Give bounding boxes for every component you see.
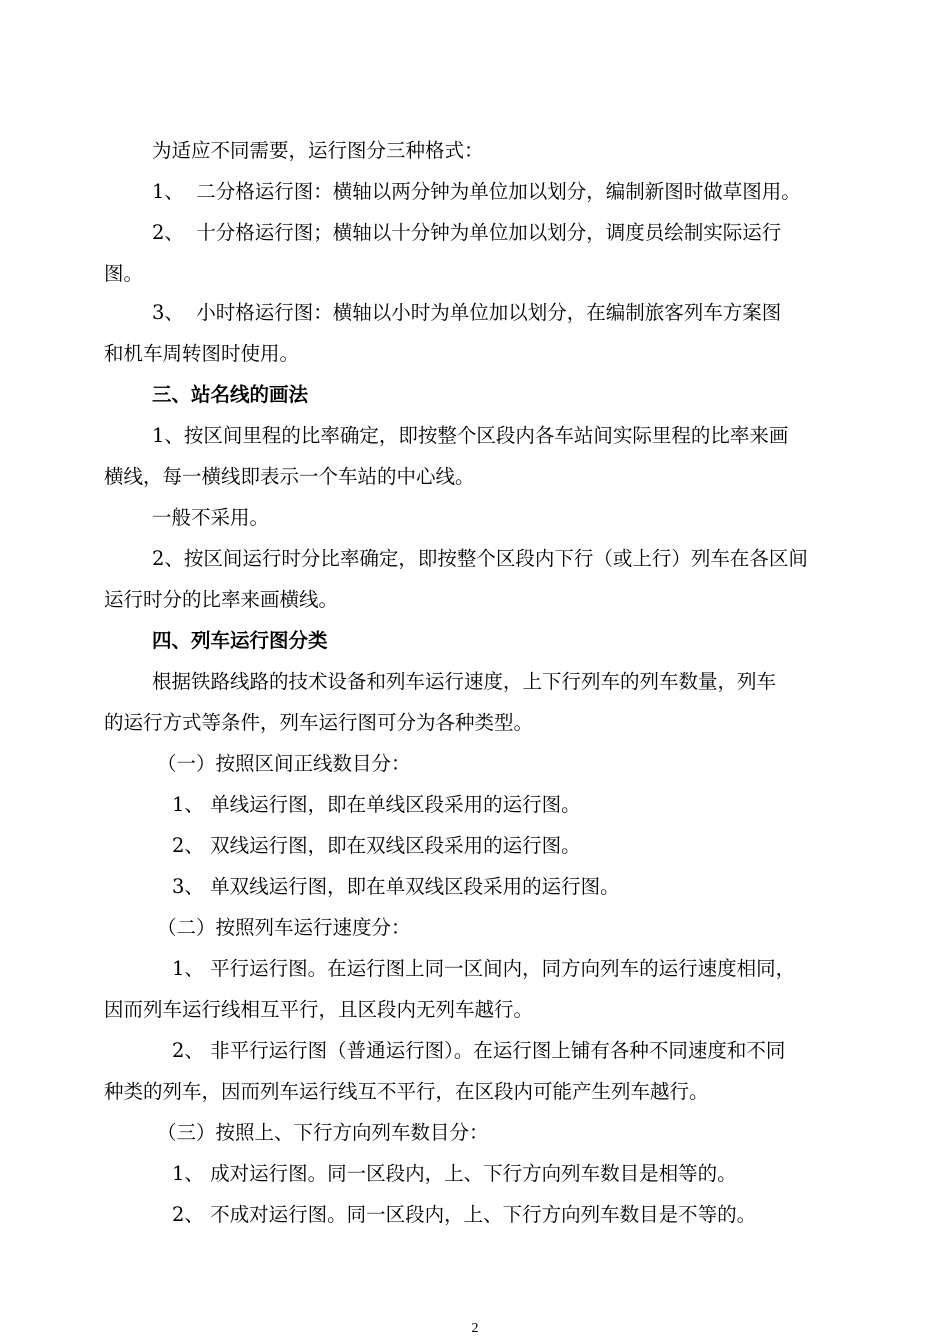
page-number: 2 (471, 1321, 479, 1336)
paragraph-line: 因而列车运行线相互平行，且区段内无列车越行。 (104, 998, 534, 1021)
list-item-line: 1、 平行运行图。在运行图上同一区间内，同方向列车的运行速度相同， (172, 957, 796, 980)
paragraph-line: 横线，每一横线即表示一个车站的中心线。 (104, 465, 475, 488)
subsection-heading: （二）按照列车运行速度分： (157, 916, 411, 939)
list-item-line: 2、 不成对运行图。同一区段内，上、下行方向列车数目是不等的。 (172, 1203, 757, 1226)
paragraph-line: 的运行方式等条件，列车运行图可分为各种类型。 (104, 711, 534, 734)
paragraph-line: 1、按区间里程的比率确定，即按整个区段内各车站间实际里程的比率来画 (152, 424, 789, 447)
paragraph-line: 2、按区间运行时分比率确定，即按整个区段内下行（或上行）列车在各区间 (152, 547, 808, 570)
list-item-line: 2、 非平行运行图（普通运行图）。在运行图上铺有各种不同速度和不同 (172, 1039, 786, 1062)
list-item-line: 2、 双线运行图，即在双线区段采用的运行图。 (172, 834, 581, 857)
paragraph-line: 为适应不同需要，运行图分三种格式： (152, 139, 484, 162)
paragraph-line: 根据铁路线路的技术设备和列车运行速度，上下行列车的列车数量，列车 (152, 670, 777, 693)
paragraph-line: 一般不采用。 (152, 506, 270, 529)
paragraph-line: 和机车周转图时使用。 (104, 342, 300, 365)
section-heading: 三、站名线的画法 (152, 383, 309, 406)
paragraph-line: 运行时分的比率来画横线。 (104, 588, 339, 611)
subsection-heading: （一）按照区间正线数目分： (157, 752, 411, 775)
subsection-heading: （三）按照上、下行方向列车数目分： (157, 1121, 489, 1144)
list-item-line: 3、 单双线运行图，即在单双线区段采用的运行图。 (172, 875, 620, 898)
list-item-line: 1、 成对运行图。同一区段内，上、下行方向列车数目是相等的。 (172, 1162, 737, 1185)
paragraph-line: 图。 (104, 262, 144, 285)
section-heading: 四、列车运行图分类 (152, 629, 328, 652)
list-item-line: 1、 单线运行图，即在单线区段采用的运行图。 (172, 793, 581, 816)
paragraph-line: 种类的列车，因而列车运行线互不平行，在区段内可能产生列车越行。 (104, 1080, 709, 1103)
list-item-line: 1、 二分格运行图：横轴以两分钟为单位加以划分，编制新图时做草图用。 (152, 180, 801, 203)
list-item-line: 2、 十分格运行图；横轴以十分钟为单位加以划分，调度员绘制实际运行 (152, 221, 782, 244)
list-item-line: 3、 小时格运行图：横轴以小时为单位加以划分，在编制旅客列车方案图 (152, 301, 782, 324)
